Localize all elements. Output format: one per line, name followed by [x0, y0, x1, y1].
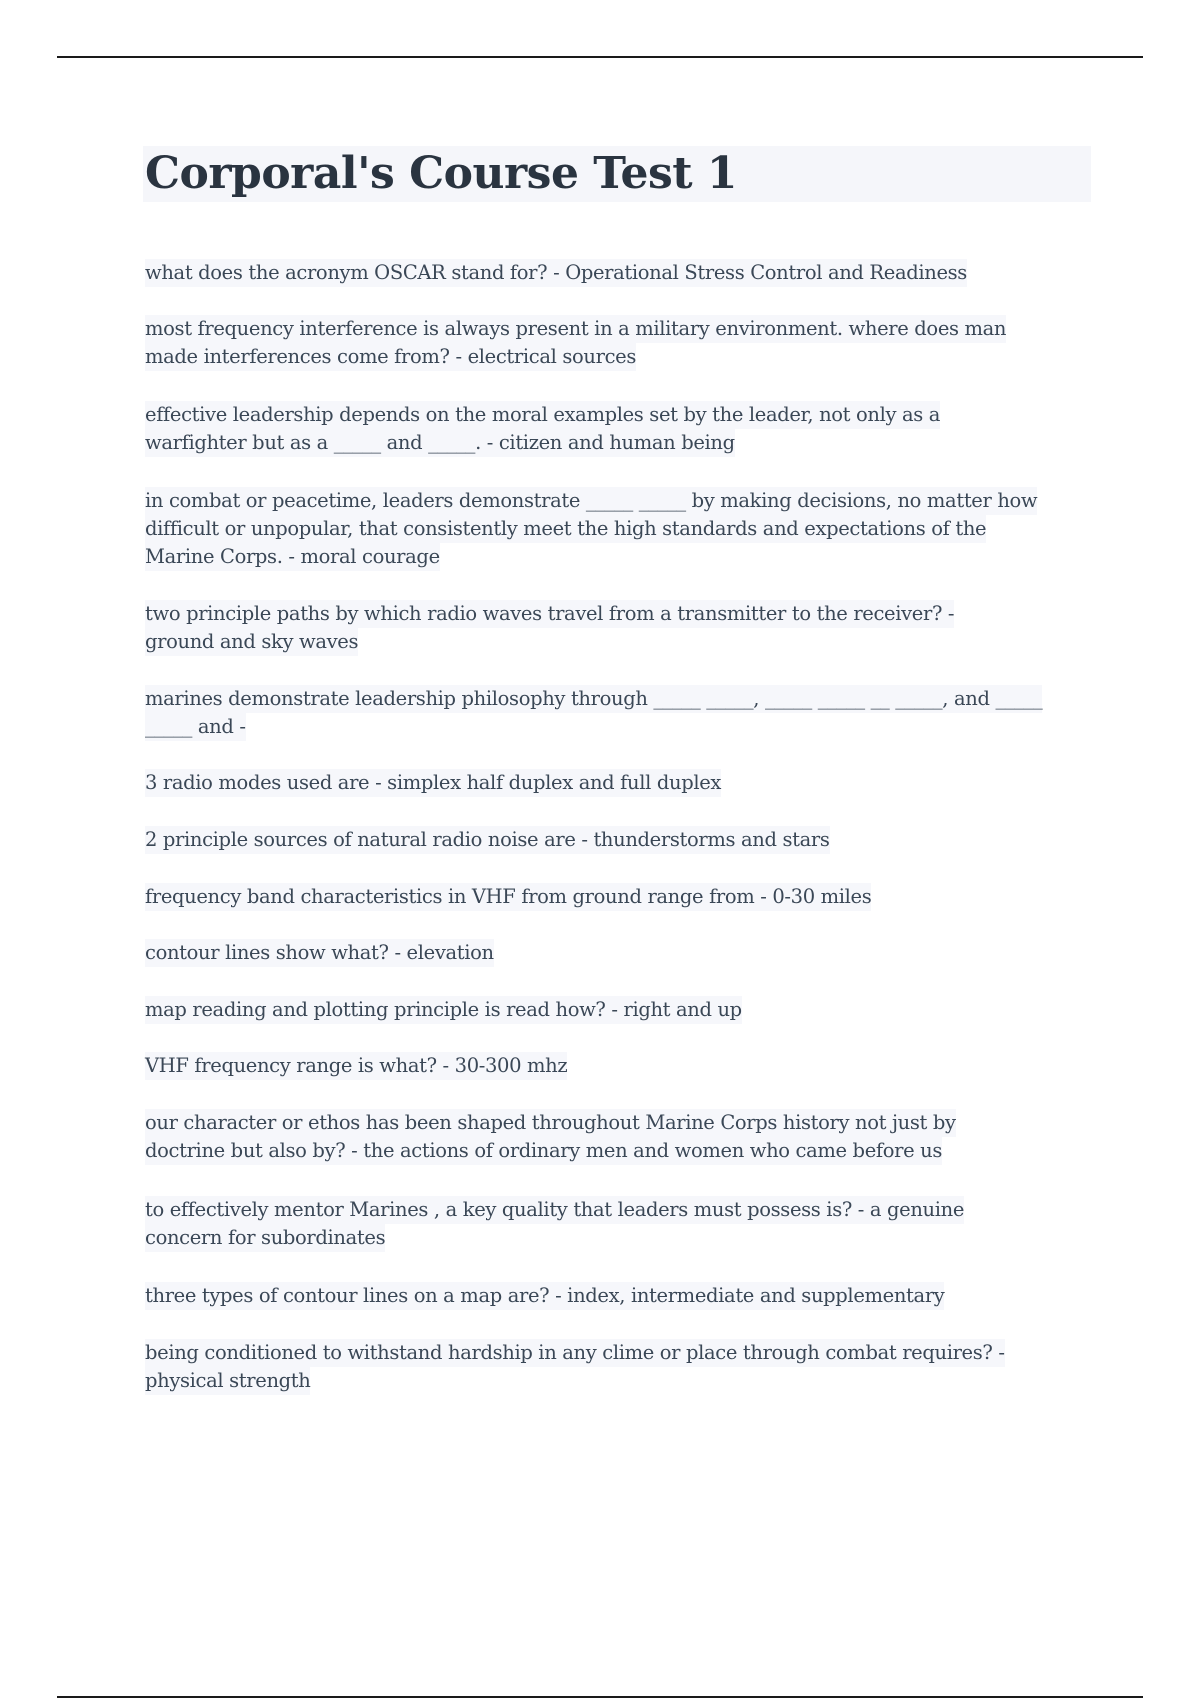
qa-line: effective leadership depends on the moral examples set by the leader, not only as a — [145, 401, 940, 429]
qa-line: _____ and - — [145, 713, 246, 741]
qa-item — [145, 883, 871, 911]
qa-line: contour lines show what? - elevation — [145, 939, 494, 967]
document-title: Corporal's Course Test 1 — [145, 148, 737, 199]
qa-line: difficult or unpopular, that consistently meet the high standards and expectations of the — [145, 515, 986, 543]
qa-item — [145, 826, 830, 854]
qa-item — [145, 259, 967, 287]
qa-line: 2 principle sources of natural radio noise are - thunderstorms and stars — [145, 826, 830, 854]
qa-line: doctrine but also by? - the actions of ordinary men and women who came before us — [145, 1137, 942, 1165]
qa-item — [145, 1109, 956, 1165]
qa-item — [145, 315, 1006, 371]
qa-line: most frequency interference is always present in a military environment. where does man — [145, 315, 1006, 343]
qa-line: two principle paths by which radio waves travel from a transmitter to the receiver? - — [145, 600, 954, 628]
qa-line: map reading and plotting principle is read how? - right and up — [145, 996, 742, 1024]
qa-item — [145, 487, 1037, 571]
qa-line: physical strength — [145, 1367, 310, 1395]
qa-item — [145, 1052, 567, 1080]
qa-line: made interferences come from? - electrical sources — [145, 343, 636, 371]
qa-line: ground and sky waves — [145, 628, 358, 656]
qa-item — [145, 1282, 944, 1310]
qa-line: what does the acronym OSCAR stand for? - Operational Stress Control and Readiness — [145, 259, 967, 287]
qa-item — [145, 1339, 1005, 1395]
qa-line: in combat or peacetime, leaders demonstrate _____ _____ by making decisions, no matter how — [145, 487, 1037, 515]
qa-line: concern for subordinates — [145, 1224, 385, 1252]
qa-item — [145, 769, 721, 797]
qa-line: Marine Corps. - moral courage — [145, 543, 440, 571]
qa-item — [145, 1196, 964, 1252]
qa-line: frequency band characteristics in VHF from ground range from - 0-30 miles — [145, 883, 871, 911]
qa-item — [145, 600, 954, 656]
qa-line: VHF frequency range is what? - 30-300 mhz — [145, 1052, 567, 1080]
footer-rule — [57, 1696, 1143, 1698]
header-rule — [57, 56, 1143, 58]
qa-line: marines demonstrate leadership philosophy through _____ _____, _____ _____ __ _____, and _____ — [145, 685, 1042, 713]
qa-line: being conditioned to withstand hardship in any clime or place through combat requires? - — [145, 1339, 1005, 1367]
qa-item — [145, 401, 940, 457]
qa-line: our character or ethos has been shaped throughout Marine Corps history not just by — [145, 1109, 956, 1137]
qa-line: to effectively mentor Marines , a key quality that leaders must possess is? - a genuine — [145, 1196, 964, 1224]
qa-item — [145, 685, 1042, 741]
qa-item — [145, 996, 742, 1024]
qa-line: 3 radio modes used are - simplex half duplex and full duplex — [145, 769, 721, 797]
qa-line: warfighter but as a _____ and _____. - citizen and human being — [145, 429, 735, 457]
qa-item — [145, 939, 494, 967]
qa-line: three types of contour lines on a map are? - index, intermediate and supplementary — [145, 1282, 944, 1310]
